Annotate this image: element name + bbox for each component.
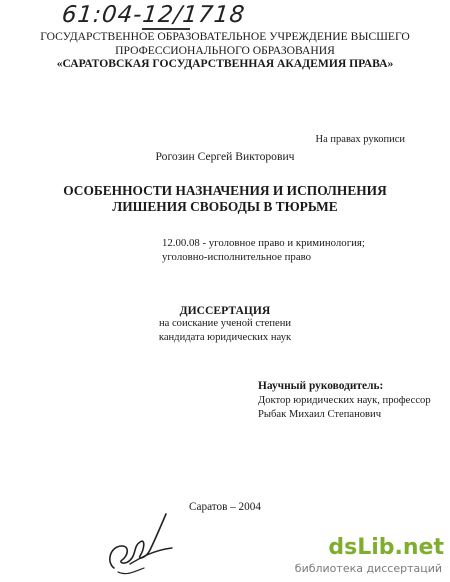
degree-line-1: на соискание ученой степени xyxy=(158,318,292,329)
institution-line-2: ПРОФЕССИОНАЛЬНОГО ОБРАЗОВАНИЯ xyxy=(115,44,335,57)
city-year: Саратов – 2004 xyxy=(189,501,261,513)
dissertation-heading: ДИССЕРТАЦИЯ xyxy=(179,304,271,317)
institution-line-1: ГОСУДАРСТВЕННОЕ ОБРАЗОВАТЕЛЬНОЕ УЧРЕЖДЕНИЕ ВЫСШЕГО xyxy=(40,30,410,43)
supervisor-degree: Доктор юридических наук, профессор xyxy=(258,395,431,406)
rights-note: На правах рукописи xyxy=(315,134,405,145)
author-name: Рогозин Сергей Викторович xyxy=(155,150,295,163)
institution-name: «САРАТОВСКАЯ ГОСУДАРСТВЕННАЯ АКАДЕМИЯ ПРАВА» xyxy=(56,57,394,70)
degree-line-2: кандидата юридических наук xyxy=(158,332,292,343)
supervisor-label: Научный руководитель: xyxy=(258,380,384,392)
specialty-line-1: 12.00.08 - уголовное право и криминология; xyxy=(162,237,365,249)
dslib-caption: библиотека диссертаций xyxy=(294,562,442,575)
specialty-line-2: уголовно-исполнительное право xyxy=(162,251,312,263)
handwritten-archive-number: 61:04-12/1718 xyxy=(60,2,247,28)
supervisor-name: Рыбак Михаил Степанович xyxy=(258,409,382,420)
handwritten-signature xyxy=(100,506,180,582)
thesis-title-line-2: ЛИШЕНИЯ СВОБОДЫ В ТЮРЬМЕ xyxy=(112,199,338,214)
dslib-logo: dsLib.net xyxy=(328,535,444,560)
thesis-title-line-1: ОСОБЕННОСТИ НАЗНАЧЕНИЯ И ИСПОЛНЕНИЯ xyxy=(63,183,387,198)
